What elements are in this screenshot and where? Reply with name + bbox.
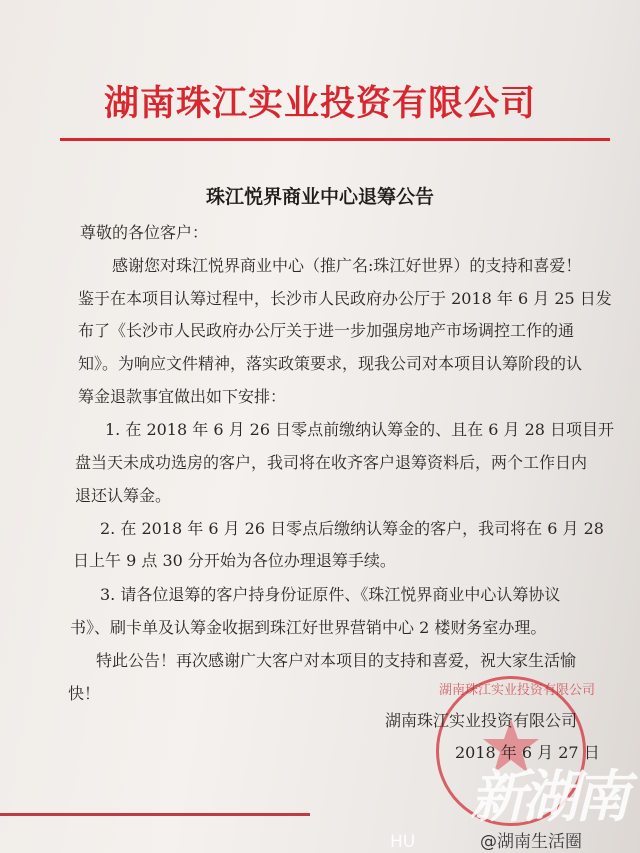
signature: 湖南珠江实业投资有限公司: [385, 711, 578, 730]
list-item-2: 2. 在 2018 年 6 月 26 日零点后缴纳认筹金的客户，我司将在 6 月 28: [100, 519, 604, 538]
closing-line: 特此公告！再次感谢广大客户对本项目的支持和喜爱，祝大家生活愉: [96, 651, 577, 670]
list-item-3-cont: 书》、刷卡单及认筹金收据到珠江好世界营销中心 2 楼财务室办理。: [70, 618, 547, 637]
body-line: 筹金退款事宜做出如下安排：: [78, 387, 287, 406]
watermark-latin: HU: [390, 832, 416, 852]
watermark-source: [390, 832, 582, 852]
body-line: 鉴于在本项目认筹过程中，长沙市人民政府办公厅于 2018 年 6 月 25 日发: [78, 289, 612, 308]
header-divider: [60, 138, 610, 141]
seal-text: 湖南珠江实业投资有限公司: [439, 683, 596, 698]
list-item-1-cont: 退还认筹金。: [75, 486, 172, 505]
body-line: 知》。为响应文件精神，落实政策要求，现我公司对本项目认筹阶段的认: [78, 354, 583, 373]
list-item-3: 3. 请各位退筹的客户持身份证原件、《珠江悦界商业中心认筹协议: [100, 585, 561, 604]
salutation: 尊敬的各位客户：: [80, 223, 209, 242]
body-line: 感谢您对珠江悦界商业中心（推广名:珠江好世界）的支持和喜爱！: [112, 256, 582, 275]
list-item-2-cont: 日上午 9 点 30 分开始为各位办理退筹手续。: [73, 551, 396, 570]
list-item-1-cont: 盘当天未成功选房的客户，我司将在收齐客户退筹资料后，两个工作日内: [75, 453, 588, 472]
footer-divider: [0, 813, 310, 816]
body-line: 布了《长沙市人民政府办公厅关于进一步加强房地产市场调控工作的通: [78, 321, 575, 340]
watermark-source-text: @湖南生活圈: [480, 832, 582, 852]
date: 2018 年 6 月 27 日: [455, 743, 600, 762]
list-item-1: 1. 在 2018 年 6 月 26 日零点前缴纳认筹金的、且在 6 月 28 日项目开: [105, 420, 615, 439]
watermark-logo: 新湖南: [470, 765, 626, 830]
letterhead: 湖南珠江实业投资有限公司: [103, 84, 536, 124]
notice-title: 珠江悦界商业中心退筹公告: [205, 186, 434, 208]
closing-line: 快！: [68, 684, 101, 703]
